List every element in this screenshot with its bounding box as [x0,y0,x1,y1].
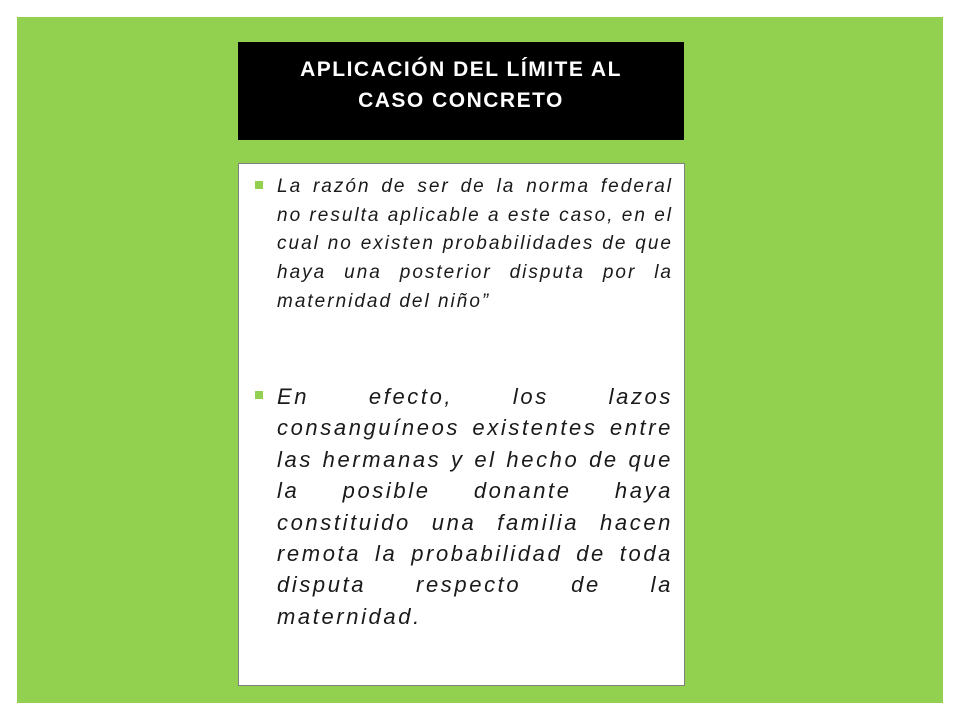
bullet-item [255,173,673,317]
content-box [238,163,685,686]
bullet-text: La razón de ser de la norma federal no resulta aplicable a este caso, en el cual no existen probabilidades de que haya una posterior disputa por la maternidad del niño” [277,176,673,312]
slide-title: APLICACIÓN DEL LÍMITE AL CASO CONCRETO [300,58,622,112]
bullet-text: En efecto, los lazos consanguíneos existentes entre las hermanas y el hecho de que la posible donante haya constituido una familia hacen remota la probabilidad de toda disputa respecto de la maternidad. [277,384,673,629]
title-box [238,42,684,140]
bullet-item [255,381,673,632]
square-bullet-icon [255,181,263,189]
square-bullet-icon [255,391,263,399]
